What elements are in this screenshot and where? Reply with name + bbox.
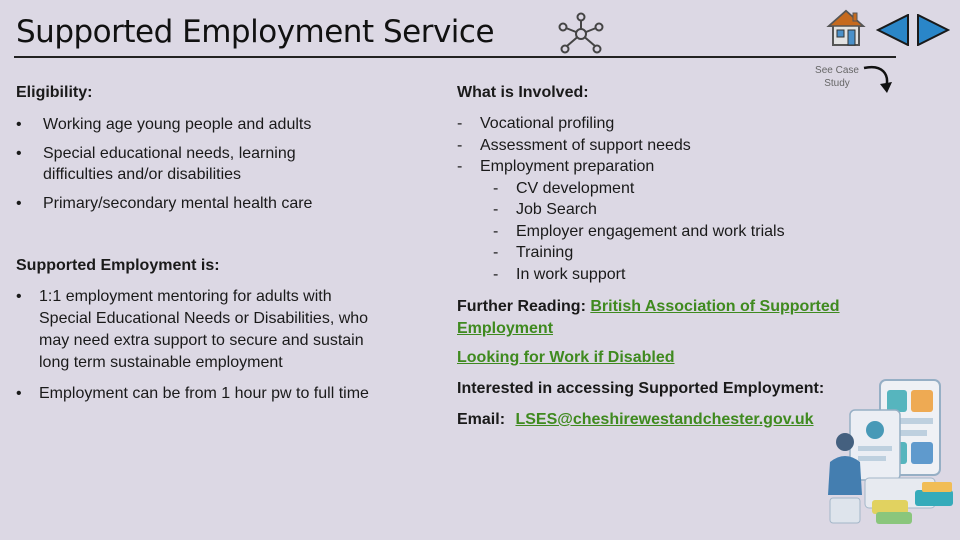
email-link[interactable]: LSES@cheshirewestandchester.gov.uk [515,411,814,428]
prev-arrow-icon[interactable] [876,14,910,46]
list-item: - Assessment of support needs [457,135,857,157]
eligibility-list [16,114,346,222]
see-case-study-link[interactable]: See Case Study [815,65,859,89]
list-item: - In work support [493,264,857,286]
further-reading-label: Further Reading: [457,298,586,315]
interest-text: Interested in accessing Supported Employment: [457,380,825,397]
list-item: • 1:1 employment mentoring for adults with Special Educational Needs or Disabilities, who may need extra support to secure and sustain long term sustainable employment [16,286,386,374]
title-underline [14,56,896,58]
eligibility-heading: Eligibility: [16,84,93,101]
supported-employment-heading: Supported Employment is: [16,257,220,274]
list-item: • Special educational needs, learning difficulties and/or disabilities [16,143,346,185]
involved-list [457,113,857,285]
supported-employment-list [16,286,386,414]
list-item: - Job Search [493,199,857,221]
list-item: - Training [493,242,857,264]
email-row [457,411,814,429]
list-item: - Employment preparation [457,156,857,178]
page-title: Supported Employment Service [16,14,495,50]
further-reading [457,296,897,340]
network-icon [558,12,604,56]
list-item: - CV development [493,178,857,200]
list-item: • Working age young people and adults [16,114,346,135]
list-item: - Vocational profiling [457,113,857,135]
list-item: - Employer engagement and work trials [493,221,857,243]
list-item: • Employment can be from 1 hour pw to full time [16,383,386,405]
next-arrow-icon[interactable] [916,14,950,46]
curved-arrow-icon[interactable] [860,62,896,96]
home-icon[interactable] [826,8,866,48]
british-association-link[interactable]: British Association of Supported Employment [457,298,840,337]
what-is-involved-heading: What is Involved: [457,84,589,101]
job-search-illustration [790,350,960,540]
list-item: • Primary/secondary mental health care [16,193,346,214]
email-label: Email: [457,411,506,428]
looking-for-work-link[interactable]: Looking for Work if Disabled [457,349,675,366]
